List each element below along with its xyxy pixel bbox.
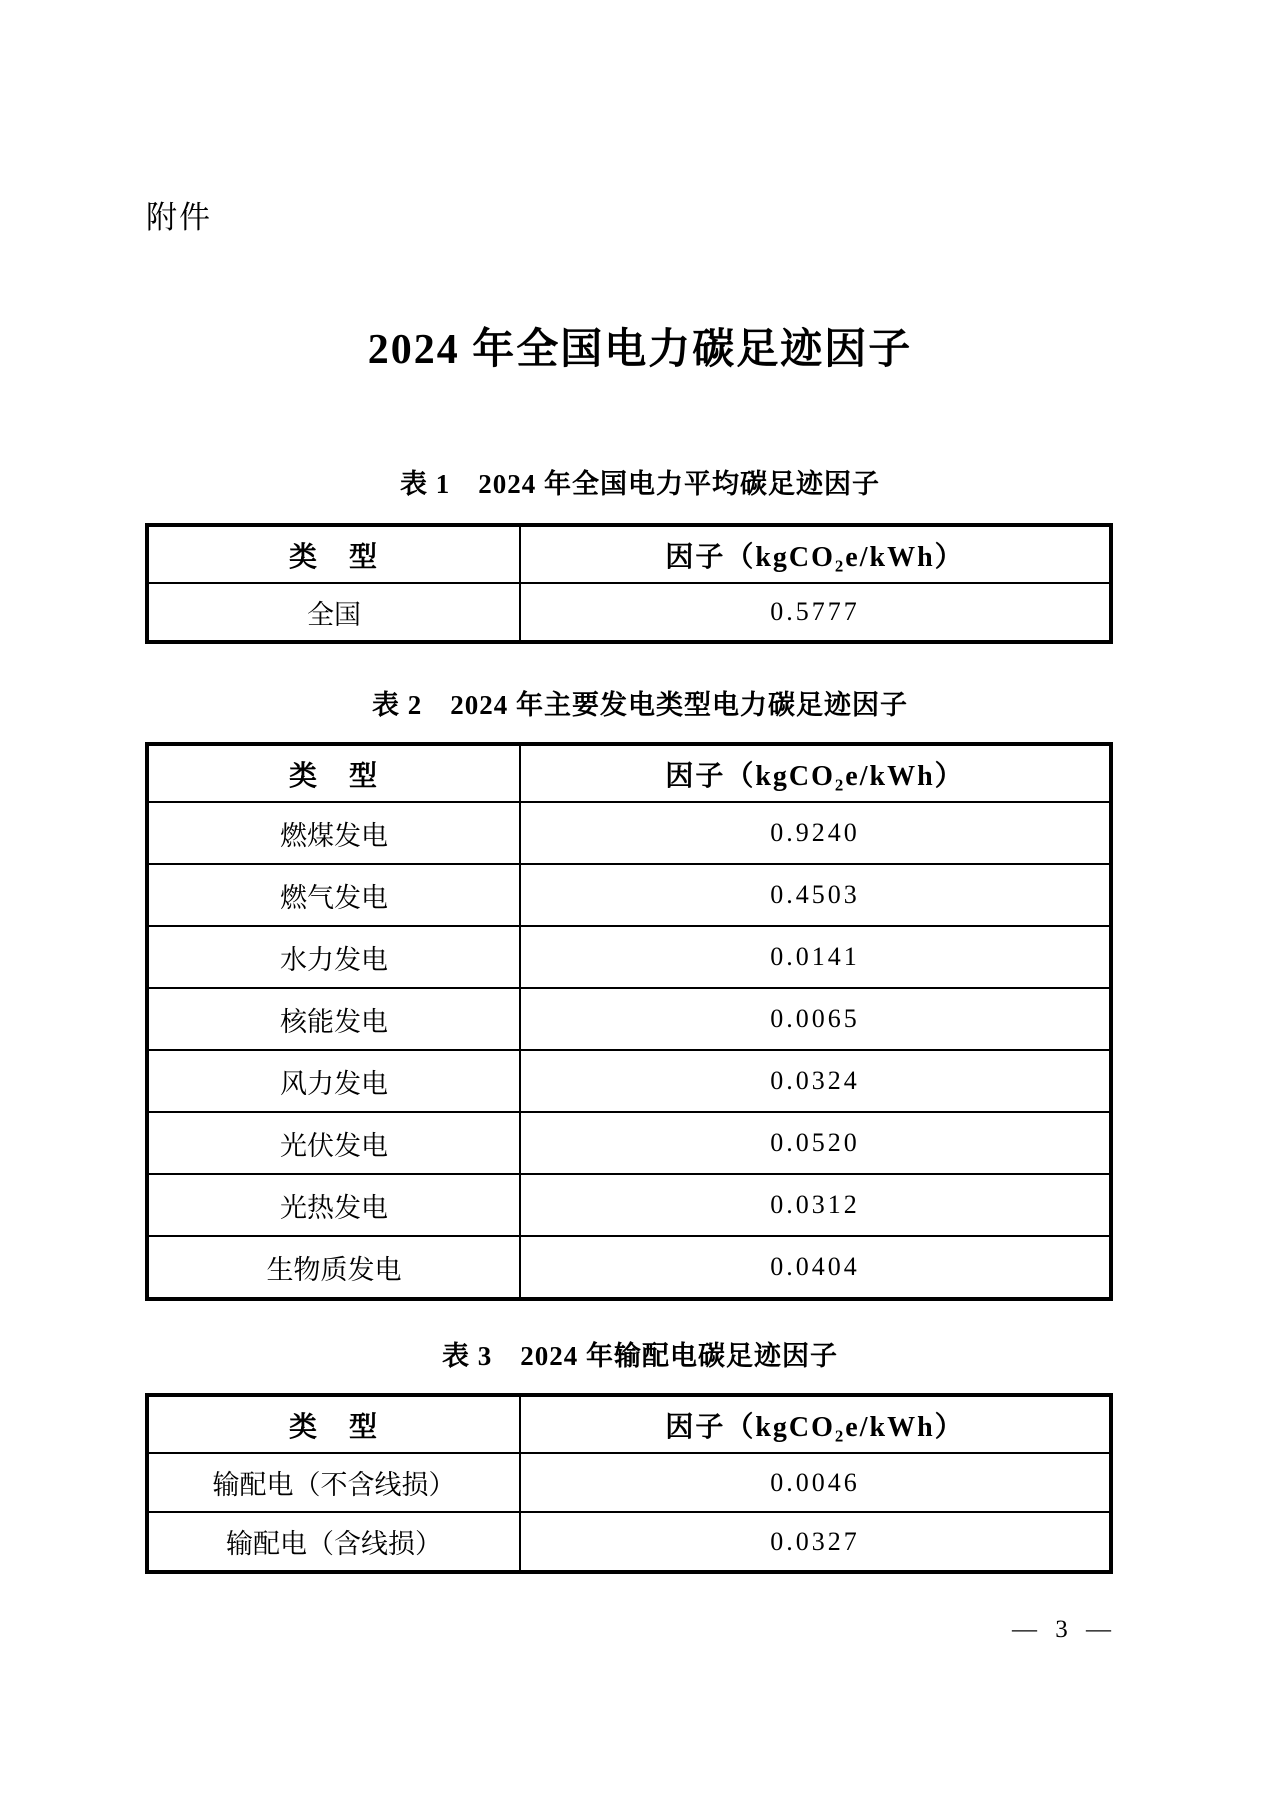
factor-cell: 0.0141 [520, 926, 1111, 988]
factor-cell: 0.0065 [520, 988, 1111, 1050]
type-cell: 燃煤发电 [147, 802, 520, 864]
table-row [147, 1453, 1111, 1512]
table-header-row [147, 1395, 1111, 1453]
factor-cell: 0.4503 [520, 864, 1111, 926]
table-header-row [147, 525, 1111, 583]
table-row [147, 1050, 1111, 1112]
factor-cell: 0.0046 [520, 1453, 1111, 1512]
factor-column-header: 因子（kgCO₂e/kWh） [520, 744, 1111, 802]
factor-column-header: 因子（kgCO₂e/kWh） [520, 1395, 1111, 1453]
table-row [147, 1174, 1111, 1236]
type-cell: 水力发电 [147, 926, 520, 988]
type-cell: 全国 [147, 583, 520, 642]
factor-cell: 0.0312 [520, 1174, 1111, 1236]
type-cell: 燃气发电 [147, 864, 520, 926]
factor-cell: 0.0404 [520, 1236, 1111, 1299]
type-cell: 输配电（含线损） [147, 1512, 520, 1572]
table1-national-average-factor [145, 523, 1113, 644]
factor-cell: 0.9240 [520, 802, 1111, 864]
type-cell: 输配电（不含线损） [147, 1453, 520, 1512]
page-number: — 3 — [1012, 1616, 1117, 1643]
table2-caption: 表 2 2024 年主要发电类型电力碳足迹因子 [372, 690, 908, 720]
table-row [147, 1236, 1111, 1299]
type-cell: 光热发电 [147, 1174, 520, 1236]
table-row [147, 583, 1111, 642]
table-row [147, 864, 1111, 926]
table2-generation-type-factors [145, 742, 1113, 1301]
table-row [147, 802, 1111, 864]
factor-column-header: 因子（kgCO₂e/kWh） [520, 525, 1111, 583]
type-column-header: 类 型 [147, 744, 520, 802]
attachment-label: 附件 [146, 200, 212, 235]
factor-cell: 0.0327 [520, 1512, 1111, 1572]
factor-cell: 0.0520 [520, 1112, 1111, 1174]
table1-caption: 表 1 2024 年全国电力平均碳足迹因子 [400, 469, 880, 499]
table-row [147, 988, 1111, 1050]
table-header-row [147, 744, 1111, 802]
type-cell: 核能发电 [147, 988, 520, 1050]
factor-cell: 0.0324 [520, 1050, 1111, 1112]
type-column-header: 类 型 [147, 1395, 520, 1453]
type-column-header: 类 型 [147, 525, 520, 583]
table-row [147, 1512, 1111, 1572]
table-row [147, 1112, 1111, 1174]
document-title: 2024 年全国电力碳足迹因子 [367, 327, 913, 373]
type-cell: 光伏发电 [147, 1112, 520, 1174]
type-cell: 风力发电 [147, 1050, 520, 1112]
type-cell: 生物质发电 [147, 1236, 520, 1299]
table3-caption: 表 3 2024 年输配电碳足迹因子 [442, 1341, 838, 1371]
table-row [147, 926, 1111, 988]
factor-cell: 0.5777 [520, 583, 1111, 642]
table3-transmission-distribution-factors [145, 1393, 1113, 1574]
